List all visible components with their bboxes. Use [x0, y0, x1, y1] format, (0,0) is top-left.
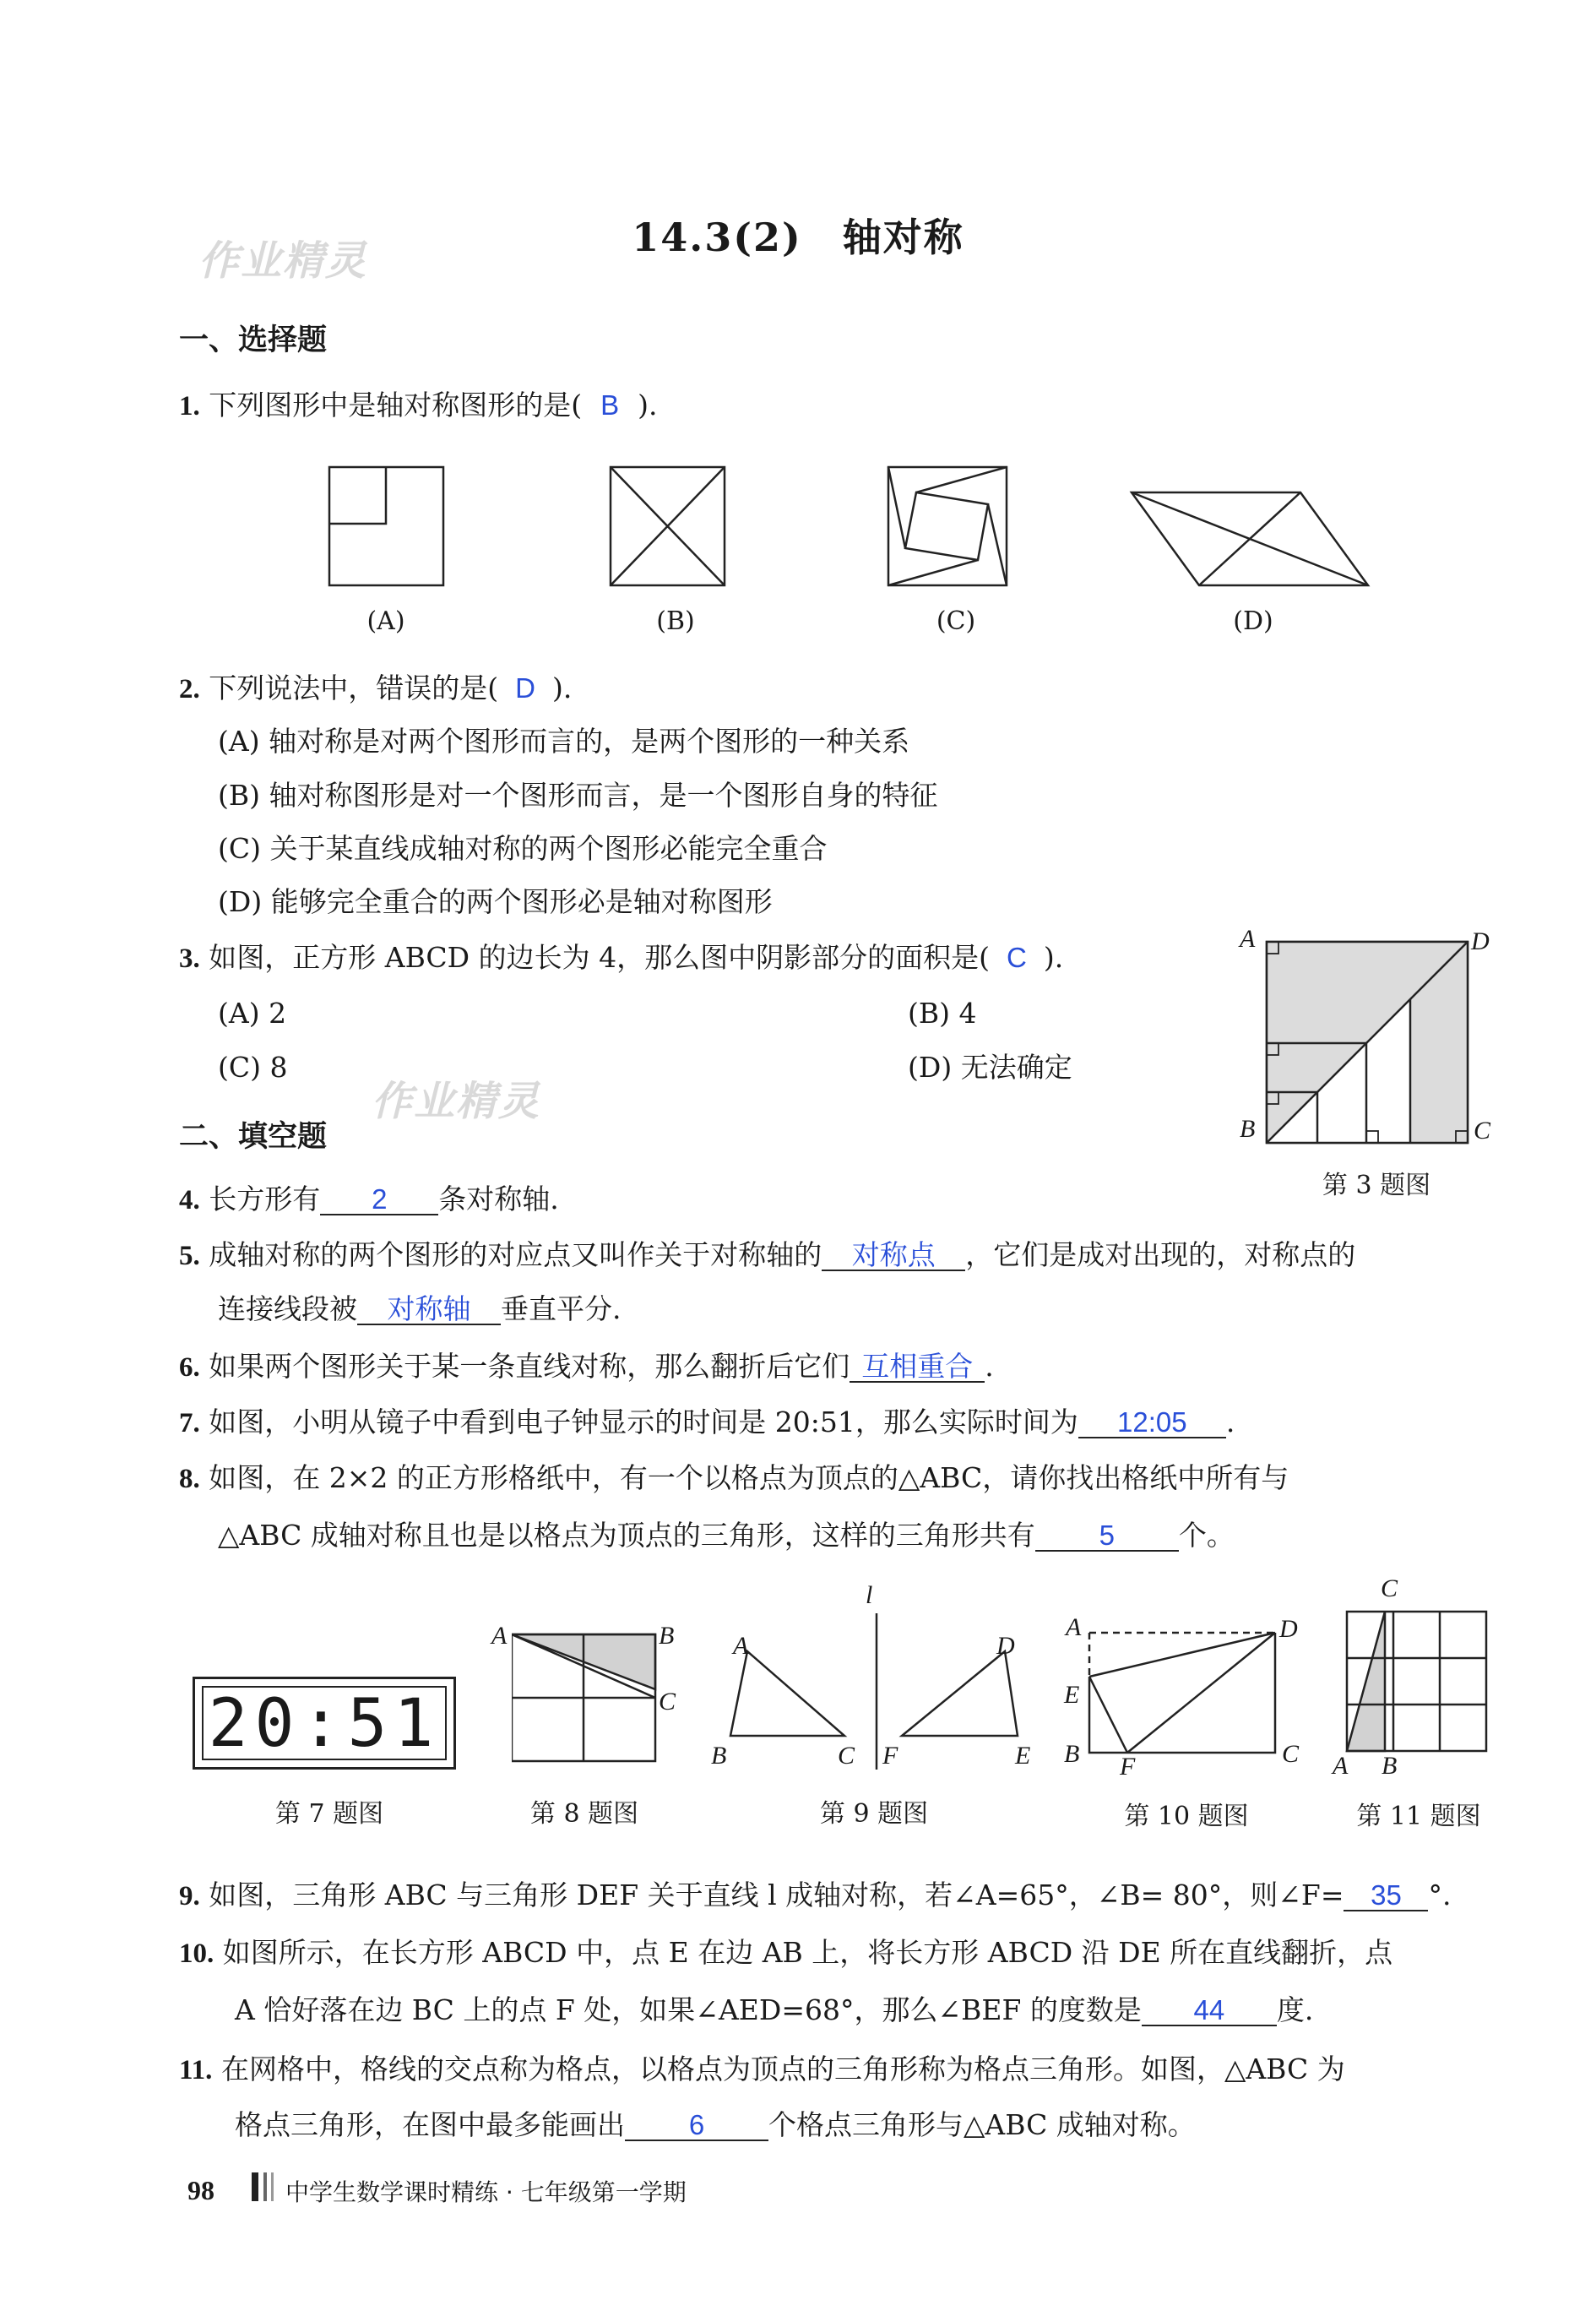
label-l: l	[866, 1581, 873, 1609]
question-1: 1. 下列图形中是轴对称图形的是( B ).	[179, 389, 658, 421]
triangle-def	[902, 1651, 1018, 1736]
clock-display: 20:51	[208, 1686, 441, 1762]
option-c-label: (C)	[936, 606, 976, 636]
q1-figures	[321, 460, 1385, 600]
watermark: 作业精灵	[372, 1078, 541, 1125]
answer-blank: 35	[1344, 1881, 1428, 1911]
question-2: 2. 下列说法中，错误的是( D ).	[179, 672, 573, 704]
question-10-line2: A 恰好落在边 BC 上的点 F 处，如果∠AED=68°，那么∠BEF 的度数是 44 度.	[235, 1993, 1314, 2026]
choice-a: (A) 2	[218, 997, 287, 1030]
label-f: F	[882, 1742, 898, 1770]
option-a-label: (A)	[366, 606, 405, 636]
footer-bar	[252, 2172, 258, 2201]
fig11	[1338, 1603, 1499, 1755]
book-title: 中学生数学课时精练 · 七年级第一学期	[285, 2178, 687, 2206]
triangle-abc	[1347, 1612, 1385, 1751]
option-b-label: (B)	[656, 606, 695, 636]
answer-blank: 5	[1035, 1521, 1179, 1552]
label-a: A	[1240, 925, 1256, 953]
answer-blank: 对称点	[822, 1241, 965, 1271]
label-a: A	[1333, 1752, 1349, 1780]
section-heading: 二、填空题	[179, 1120, 328, 1154]
question-9: 9. 如图，三角形 ABC 与三角形 DEF 关于直线 l 成轴对称，若∠A=65°，∠B= 80°，则∠F= 35 °.	[179, 1879, 1452, 1911]
answer-blank: 2	[320, 1185, 438, 1215]
label-a: A	[733, 1632, 749, 1660]
choice-b: (B) 4	[908, 997, 977, 1030]
question-8-line2: △ABC 成轴对称且也是以格点为顶点的三角形，这样的三角形共有 5 个。	[218, 1519, 1235, 1552]
choice-a: (A) 轴对称是对两个图形而言的，是两个图形的一种关系	[218, 725, 910, 758]
answer-blank: 12:05	[1078, 1408, 1226, 1438]
question-11: 11. 在网格中，格线的交点称为格点，以格点为顶点的三角形称为格点三角形。如图，△ABC 为	[179, 2053, 1345, 2085]
fig8	[512, 1630, 664, 1770]
fig9	[718, 1588, 1039, 1774]
label-f: F	[1120, 1753, 1136, 1781]
footer-bar	[271, 2172, 274, 2201]
question-4: 4. 长方形有 2 条对称轴.	[179, 1183, 559, 1215]
figure-caption: 第 11 题图	[1356, 1802, 1481, 1831]
label-b: B	[711, 1742, 727, 1770]
question-3: 3. 如图，正方形 ABCD 的边长为 4，那么图中阴影部分的面积是( C ).	[179, 941, 1064, 974]
option-d-label: (D)	[1233, 606, 1273, 636]
choice-b: (B) 轴对称图形是对一个图形而言，是一个图形自身的特征	[218, 779, 938, 812]
answer-blank: 互相重合	[850, 1352, 985, 1383]
figure-caption: 第 3 题图	[1322, 1171, 1431, 1200]
choice-d: (D) 能够完全重合的两个图形必是轴对称图形	[218, 885, 773, 918]
page-title: 14.3(2) 轴对称	[632, 215, 964, 260]
label-d: D	[1471, 927, 1490, 955]
figure-caption: 第 7 题图	[274, 1799, 384, 1829]
fig10	[1081, 1626, 1292, 1761]
answer-blank: 对称轴	[357, 1295, 501, 1325]
label-b: B	[1240, 1115, 1256, 1143]
digital-clock	[193, 1677, 456, 1770]
answer: B	[600, 389, 620, 421]
choice-d: (D) 无法确定	[908, 1051, 1072, 1084]
section-heading: 一、选择题	[179, 324, 328, 357]
triangle-abc	[730, 1651, 844, 1736]
figure-caption: 第 8 题图	[529, 1799, 639, 1829]
label-c: C	[1381, 1574, 1398, 1602]
question-5: 5. 成轴对称的两个图形的对应点又叫作关于对称轴的 对称点 ，它们是成对出现的，对称点的	[179, 1238, 1356, 1271]
watermark: 作业精灵	[198, 237, 368, 285]
label-b: B	[659, 1622, 675, 1650]
label-e: E	[1015, 1742, 1031, 1770]
answer: C	[1007, 942, 1027, 973]
label-c: C	[838, 1742, 855, 1770]
page-number: 98	[187, 2175, 214, 2205]
question-10: 10. 如图所示，在长方形 ABCD 中，点 E 在边 AB 上，将长方形 ABCD 沿 DE 所在直线翻折，点	[179, 1936, 1393, 1969]
figure-a-inner	[329, 467, 386, 524]
question-7: 7. 如图，小明从镜子中看到电子钟显示的时间是 20:51，那么实际时间为 12:05 .	[179, 1406, 1235, 1438]
figure-caption: 第 10 题图	[1124, 1802, 1249, 1831]
label-b: B	[1064, 1740, 1080, 1768]
label-b: B	[1382, 1752, 1398, 1780]
q3-figure	[1241, 925, 1495, 1153]
question-5-line2: 连接线段被 对称轴 垂直平分.	[218, 1292, 622, 1325]
label-d: D	[1279, 1615, 1298, 1643]
choice-c: (C) 关于某直线成轴对称的两个图形必能完全重合	[218, 832, 828, 865]
label-a: A	[1066, 1613, 1082, 1641]
label-c: C	[1474, 1117, 1491, 1145]
label-a: A	[491, 1622, 508, 1650]
label-c: C	[1282, 1740, 1300, 1768]
answer-blank: 44	[1142, 1996, 1277, 2026]
question-11-line2: 格点三角形，在图中最多能画出 6 个格点三角形与△ABC 成轴对称。	[235, 2108, 1196, 2141]
answer: D	[515, 672, 535, 704]
label-c: C	[659, 1688, 676, 1715]
figure-caption: 第 9 题图	[819, 1799, 929, 1829]
label-e: E	[1064, 1681, 1080, 1709]
footer-bar	[263, 2172, 267, 2201]
question-8: 8. 如图，在 2×2 的正方形格纸中，有一个以格点为顶点的△ABC，请你找出格纸中所有与	[179, 1461, 1289, 1494]
answer-blank: 6	[625, 2111, 768, 2141]
question-6: 6. 如果两个图形关于某一条直线对称，那么翻折后它们 互相重合 .	[179, 1350, 994, 1383]
label-d: D	[996, 1632, 1015, 1660]
choice-c: (C) 8	[218, 1051, 288, 1084]
